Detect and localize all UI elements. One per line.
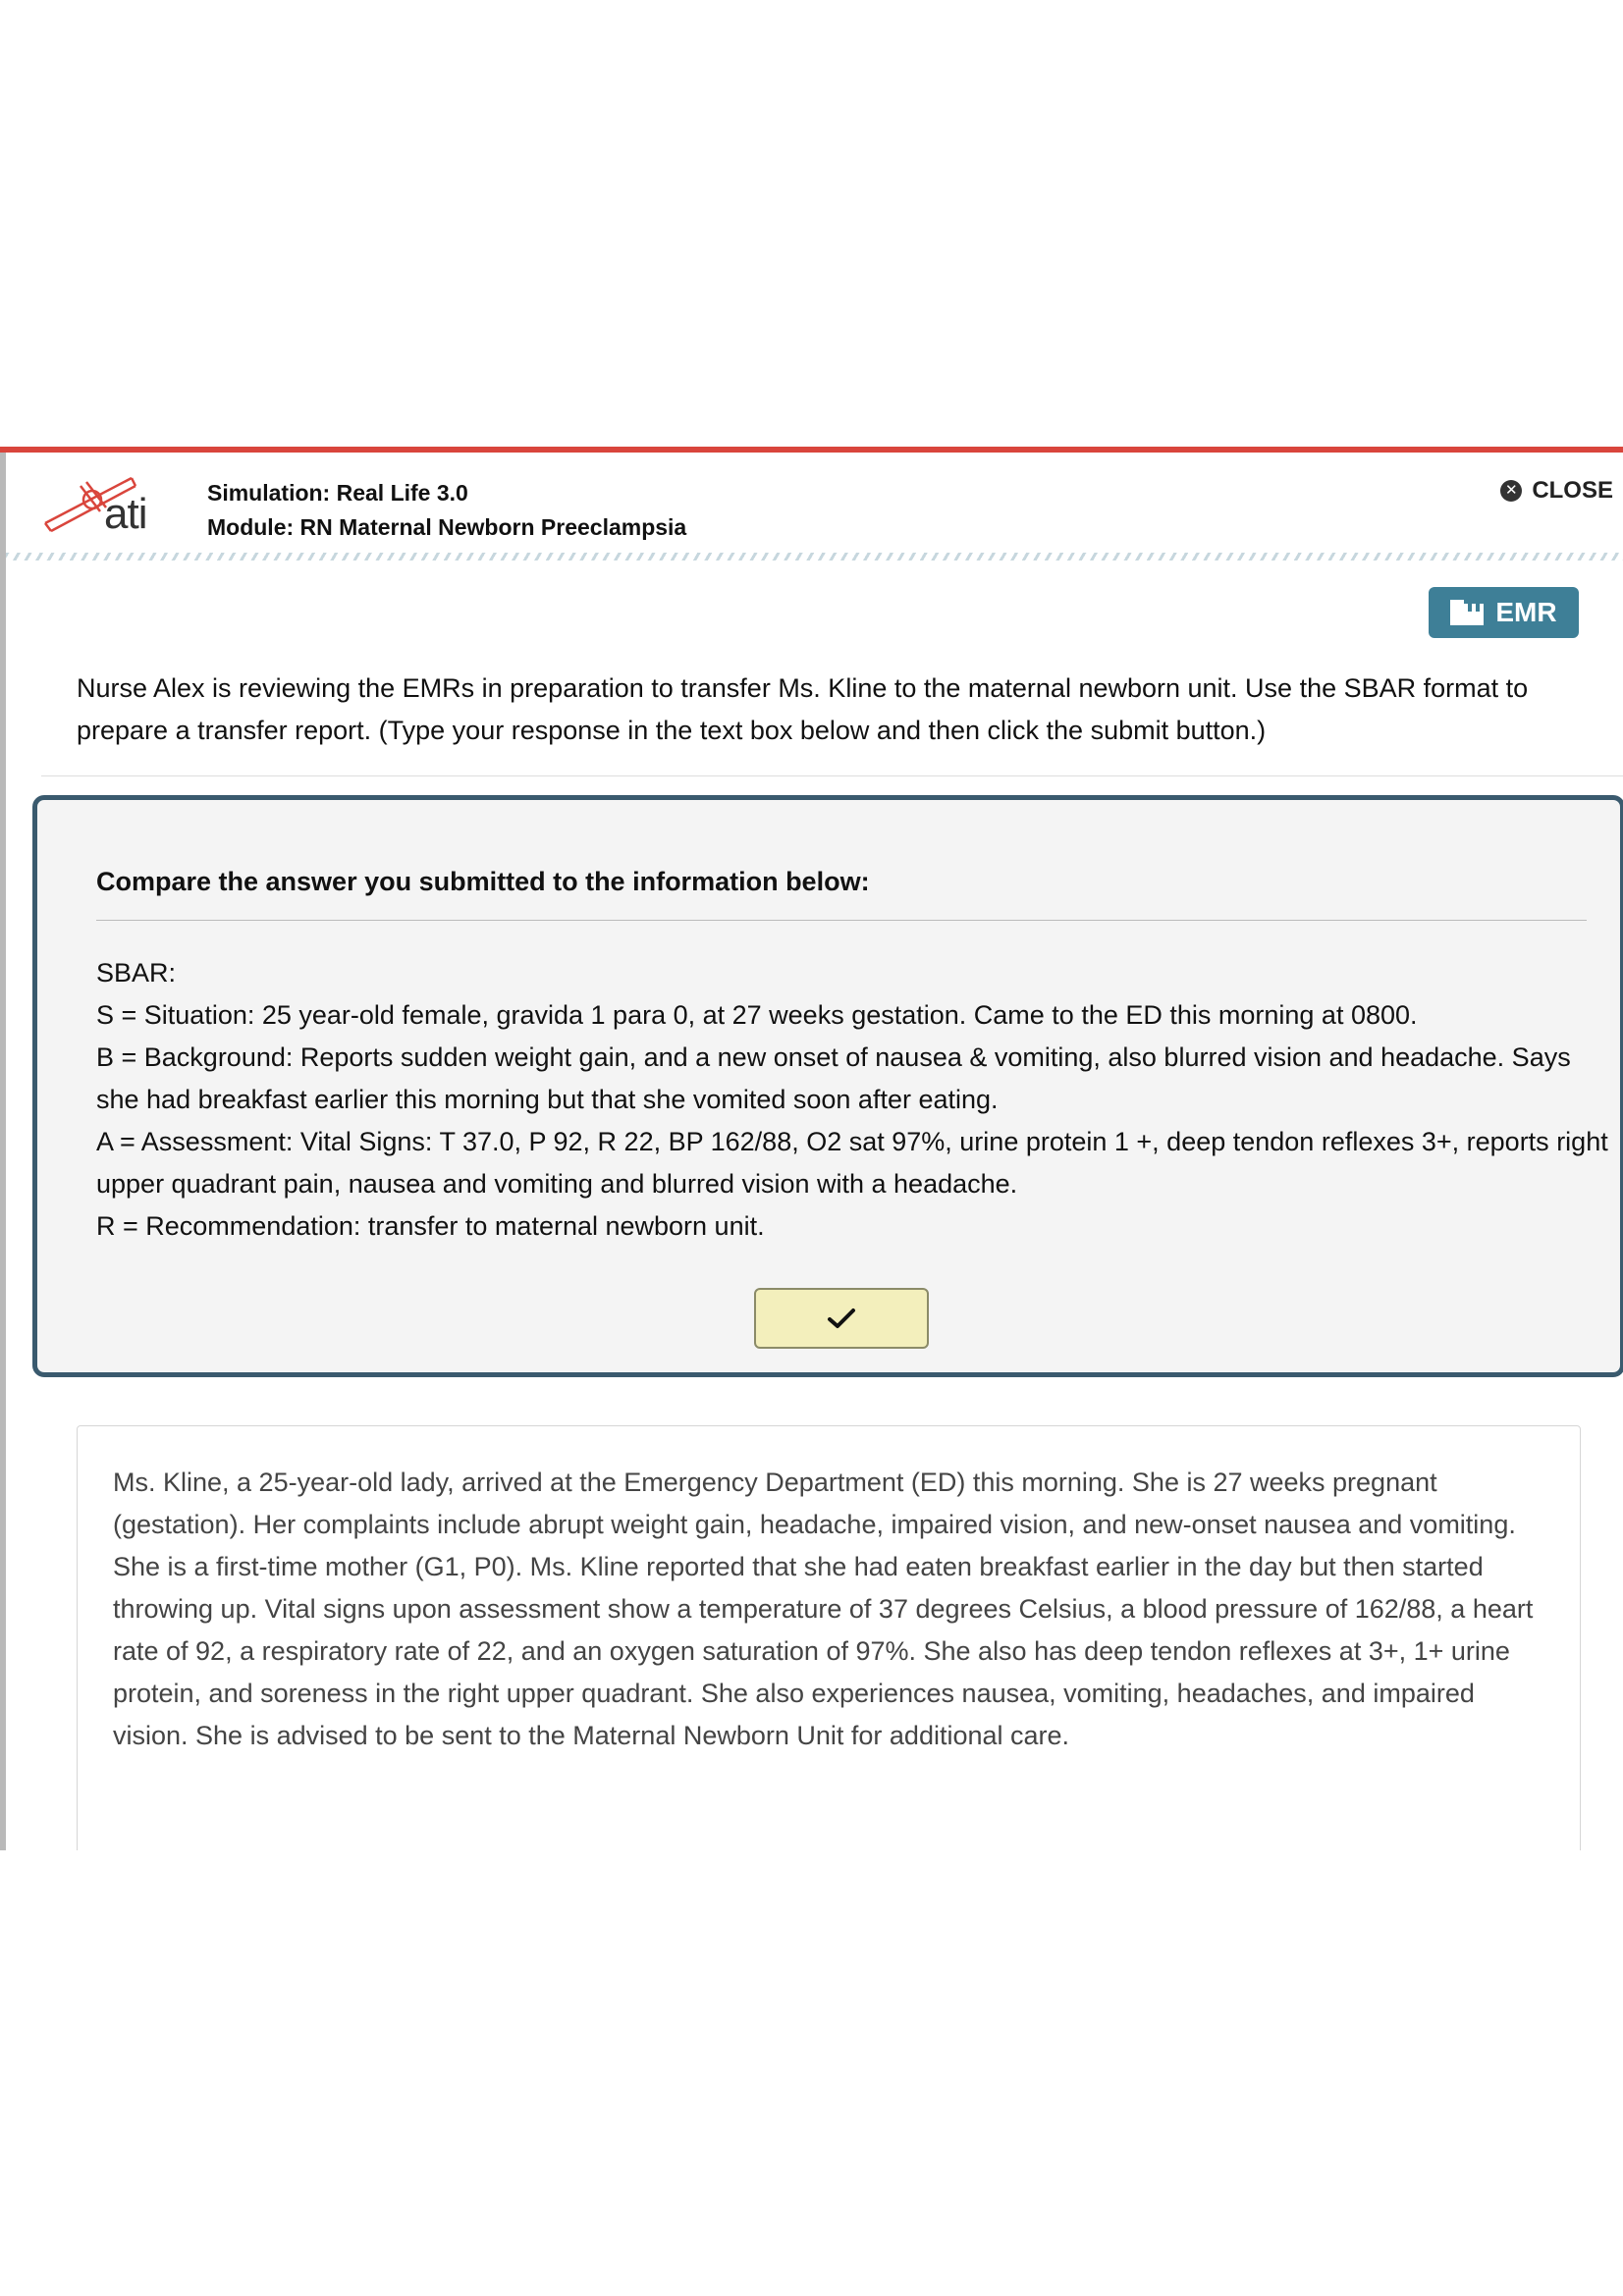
ati-logo [41, 470, 179, 539]
folder-icon [1450, 600, 1484, 625]
section-divider [41, 775, 1623, 776]
emr-label: EMR [1495, 597, 1557, 627]
sbar-content [96, 952, 1608, 1248]
header [6, 453, 1623, 549]
response-textarea[interactable] [77, 1425, 1581, 1850]
compare-heading: Compare the answer you submitted to the information below: [96, 867, 870, 896]
sbar-line: B = Background: Reports sudden weight gain, and a new onset of nausea & vomiting, also blurred vision and headache. Says she had breakfast earlier this morning but that she vomited soon after eating. [96, 1042, 1571, 1114]
checkmark-icon [827, 1307, 856, 1330]
sbar-line: S = Situation: 25 year-old female, gravida 1 para 0, at 27 weeks gestation. Came to the ED this morning at 0800. [96, 1000, 1418, 1030]
instructions-text: Nurse Alex is reviewing the EMRs in preparation to transfer Ms. Kline to the maternal newborn unit. Use the SBAR format to prepare a transfer report. (Type your response in the text box below and then click the submit button.) [77, 673, 1529, 745]
sbar-line: SBAR: [96, 958, 177, 988]
module-title: Module: RN Maternal Newborn Preeclampsia [207, 514, 687, 540]
acknowledge-button[interactable] [754, 1288, 929, 1349]
sbar-line: A = Assessment: Vital Signs: T 37.0, P 92, R 22, BP 162/88, O2 sat 97%, urine protein 1 +, deep tendon reflexes 3+, reports right upper quadrant pain, nausea and vomiting and blurred vision with a headache. [96, 1127, 1608, 1199]
sbar-line: R = Recommendation: transfer to maternal newborn unit. [96, 1211, 765, 1241]
window-left-edge [0, 447, 6, 1850]
logo-text: ati [104, 490, 147, 538]
simulation-title: Simulation: Real Life 3.0 [207, 480, 468, 506]
close-circle-icon: ✕ [1500, 480, 1522, 502]
response-text: Ms. Kline, a 25-year-old lady, arrived at the Emergency Department (ED) this morning. She is 27 weeks pregnant (gestation). Her complaints include abrupt weight gain, headache, impaired vision, and new-onset nausea and vomiting. She is a first-time mother (G1, P0). Ms. Kline reported that she had eaten breakfast earlier in the day but then started throwing up. Vital signs upon assessment show a temperature of 37 degrees Celsius, a blood pressure of 162/88, a heart rate of 92, a respiratory rate of 22, and an oxygen saturation of 97%. She also has deep tendon reflexes at 3+, 1+ urine protein, and soreness in the right upper quadrant. She also experiences nausea, vomiting, headaches, and impaired vision. She is advised to be sent to the Maternal Newborn Unit for additional care. [113, 1468, 1534, 1750]
compare-answer-panel [32, 795, 1623, 1377]
emr-button[interactable] [1429, 587, 1579, 638]
compare-divider [96, 920, 1587, 921]
header-divider [6, 553, 1623, 561]
close-label: CLOSE [1532, 477, 1613, 504]
close-button[interactable] [1500, 474, 1613, 507]
simulation-window [0, 447, 1623, 1850]
